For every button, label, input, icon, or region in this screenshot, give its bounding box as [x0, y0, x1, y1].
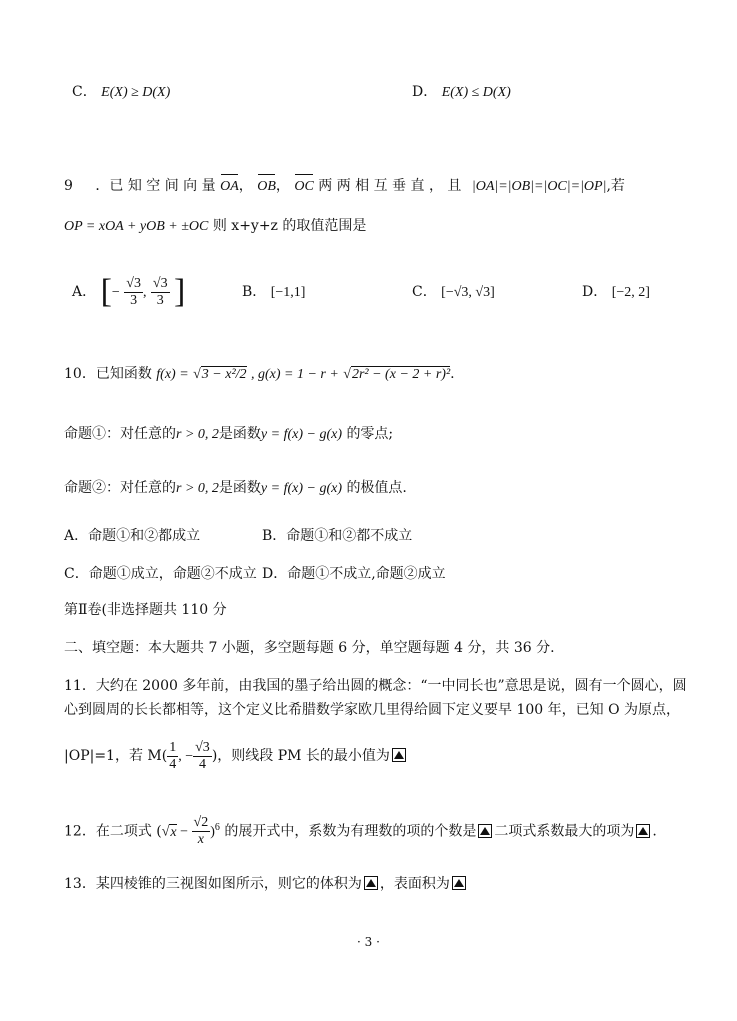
q8-option-c-label: C．: [72, 84, 97, 100]
q9-option-b-expr: [−1,1]: [270, 285, 306, 300]
q10-option-b: B．命题①和②都不成立: [262, 528, 413, 544]
q11-frac1-den: 4: [169, 756, 177, 772]
q10-option-c: C．命题①成立，命题②不成立: [64, 566, 257, 582]
q10-prop1-function: y = f(x) − g(x): [260, 427, 342, 442]
q9-option-c-label: C．: [412, 284, 437, 300]
q9-option-a-num2: √3: [152, 275, 168, 291]
q13-text-a: 13．某四棱锥的三视图如图所示，则它的体积为: [64, 876, 362, 892]
q9-vec-ob: OB: [257, 177, 276, 197]
q10-f-expr: f(x) =: [156, 367, 189, 382]
q11-frac2-num: √3: [195, 739, 210, 755]
q10-g-radicand: 2r² − (x − 2 + r)²: [351, 367, 451, 382]
q11-separator: , −: [178, 749, 194, 764]
q10-g-expr: , g(x) = 1 − r +: [251, 367, 339, 382]
answer-blank-icon: [478, 824, 492, 838]
q9-option-c: [412, 282, 495, 303]
q9-text1: ．已 知 空 间 向 量: [95, 178, 216, 194]
q10-prop1-text-a: 命题①：对任意的: [64, 426, 176, 442]
answer-blank-icon: [392, 748, 406, 762]
q9-option-a: A． [− $\frac{√3}{3}$ , $\frac{√3}{3}$ ]: [72, 273, 186, 310]
q12-line: 12．在二项式 (√x − $\frac{√2}{x}$ )$^6$ 的展开式中，系数为有理数的项的个数是 二项式系数最大的项为 .: [64, 815, 657, 848]
q9-line1: [64, 176, 625, 197]
q8-option-d-expr: E(X) ≤ D(X): [441, 85, 511, 100]
q10-f-radicand: 3 − x²/2: [201, 367, 247, 382]
q11-line3: [64, 736, 408, 777]
q11-frac1-num: 1: [169, 739, 177, 755]
q10-proposition-2: [64, 478, 407, 499]
q8-option-c: [72, 82, 170, 103]
q12-frac-num: √2: [193, 815, 209, 831]
q9-vec-oa: OA: [220, 177, 239, 197]
q9-number: 9: [64, 178, 73, 194]
q10-prop2-text-a: 命题②：对任意的: [64, 480, 176, 496]
q9-option-a-label: A．: [72, 284, 97, 300]
q12-frac-den: x: [197, 832, 204, 848]
q10-option-d: D．命题①不成立,命题②成立: [262, 566, 446, 582]
q9-line2-text: 则 x+y+z 的取值范围是: [212, 218, 367, 234]
part-two-heading: 第Ⅱ卷(非选择题共 110 分: [64, 602, 227, 618]
q9-text2: 两 两 相 互 垂 直 ， 且: [318, 178, 462, 194]
q10-prop2-math: r > 0, 2: [176, 481, 219, 496]
q10-prop1-math: r > 0, 2: [176, 427, 219, 442]
q11-frac2-den: 4: [198, 756, 206, 772]
q12-text-b: 的展开式中，系数为有理数的项的个数是: [219, 823, 477, 840]
q10-prop2-text-c: 的极值点.: [346, 480, 407, 496]
q8-option-c-expr: E(X) ≥ D(X): [101, 85, 171, 100]
answer-blank-icon: [636, 824, 650, 838]
q10-number: 10．: [64, 366, 96, 382]
q10-line1: 10．已知函数 f(x) = √3 − x²/2 , g(x) = 1 − r + √2r² − (x − 2 + r)².: [64, 366, 455, 382]
q10-option-a: A．命题①和②都成立: [64, 528, 201, 544]
q9-option-b-label: B．: [242, 284, 267, 300]
fill-in-heading: 二、填空题：本大题共 7 小题，多空题每题 6 分，单空题每题 4 分，共 36 分.: [64, 640, 555, 656]
q10-prop2-function: y = f(x) − g(x): [260, 481, 342, 496]
q13-line: [64, 874, 468, 894]
q9-text3: ,若: [606, 178, 625, 194]
q12-minus: −: [176, 824, 192, 840]
q11-line3-text-a: |OP|=1，若 M(: [64, 748, 168, 764]
q11-line3-text-b: )，则线段 PM 长的最小值为: [211, 748, 390, 764]
q10-text1: 已知函数: [95, 366, 152, 382]
q9-comma2: ，: [275, 178, 290, 194]
q12-radicand: x: [170, 824, 177, 840]
q9-option-d-label: D．: [582, 284, 608, 300]
q10-prop1-text-b: 是函数: [218, 426, 261, 442]
q10-end: .: [450, 366, 455, 382]
q9-option-a-den2: 3: [156, 292, 164, 308]
page-number: · 3 ·: [357, 935, 380, 949]
q9-option-d-expr: [−2, 2]: [611, 285, 650, 300]
q9-option-b: [242, 282, 305, 303]
q10-prop1-text-c: 的零点;: [346, 426, 394, 442]
q9-line2: [64, 216, 366, 237]
q13-text-b: ，表面积为: [379, 876, 450, 892]
q9-option-c-expr: [−√3, √3]: [441, 285, 495, 300]
q9-option-a-den1: 3: [130, 292, 138, 308]
q9-option-d: [582, 282, 650, 303]
q10-prop2-text-b: 是函数: [218, 480, 261, 496]
answer-blank-icon: [452, 876, 466, 890]
q8-option-d: [412, 82, 511, 103]
q9-line2-expr: OP = xOA + yOB + ±OC: [64, 219, 209, 234]
q9-condition: |OA|=|OB|=|OC|=|OP|: [471, 179, 607, 194]
q11-line1: 11．大约在 2000 多年前，由我国的墨子给出圆的概念：“一中同长也”意思是说，圆有一个圆心，圆: [64, 678, 687, 694]
q9-option-a-num1: √3: [126, 275, 141, 291]
q12-text-c: 二项式系数最大的项为: [494, 823, 635, 840]
q8-option-d-label: D．: [412, 84, 438, 100]
q9-comma1: ，: [238, 178, 253, 194]
q9-vec-oc: OC: [294, 177, 313, 197]
q12-text-a: 12．在二项式 (: [64, 823, 162, 840]
q11-line2: 心到圆周的长长都相等，这个定义比希腊数学家欧几里得给圆下定义要早 100 年，已知 O 为原点，: [64, 702, 680, 718]
q12-exponent: 6: [214, 822, 220, 833]
answer-blank-icon: [364, 876, 378, 890]
q10-proposition-1: [64, 424, 393, 445]
q12-text-d: .: [652, 823, 657, 840]
